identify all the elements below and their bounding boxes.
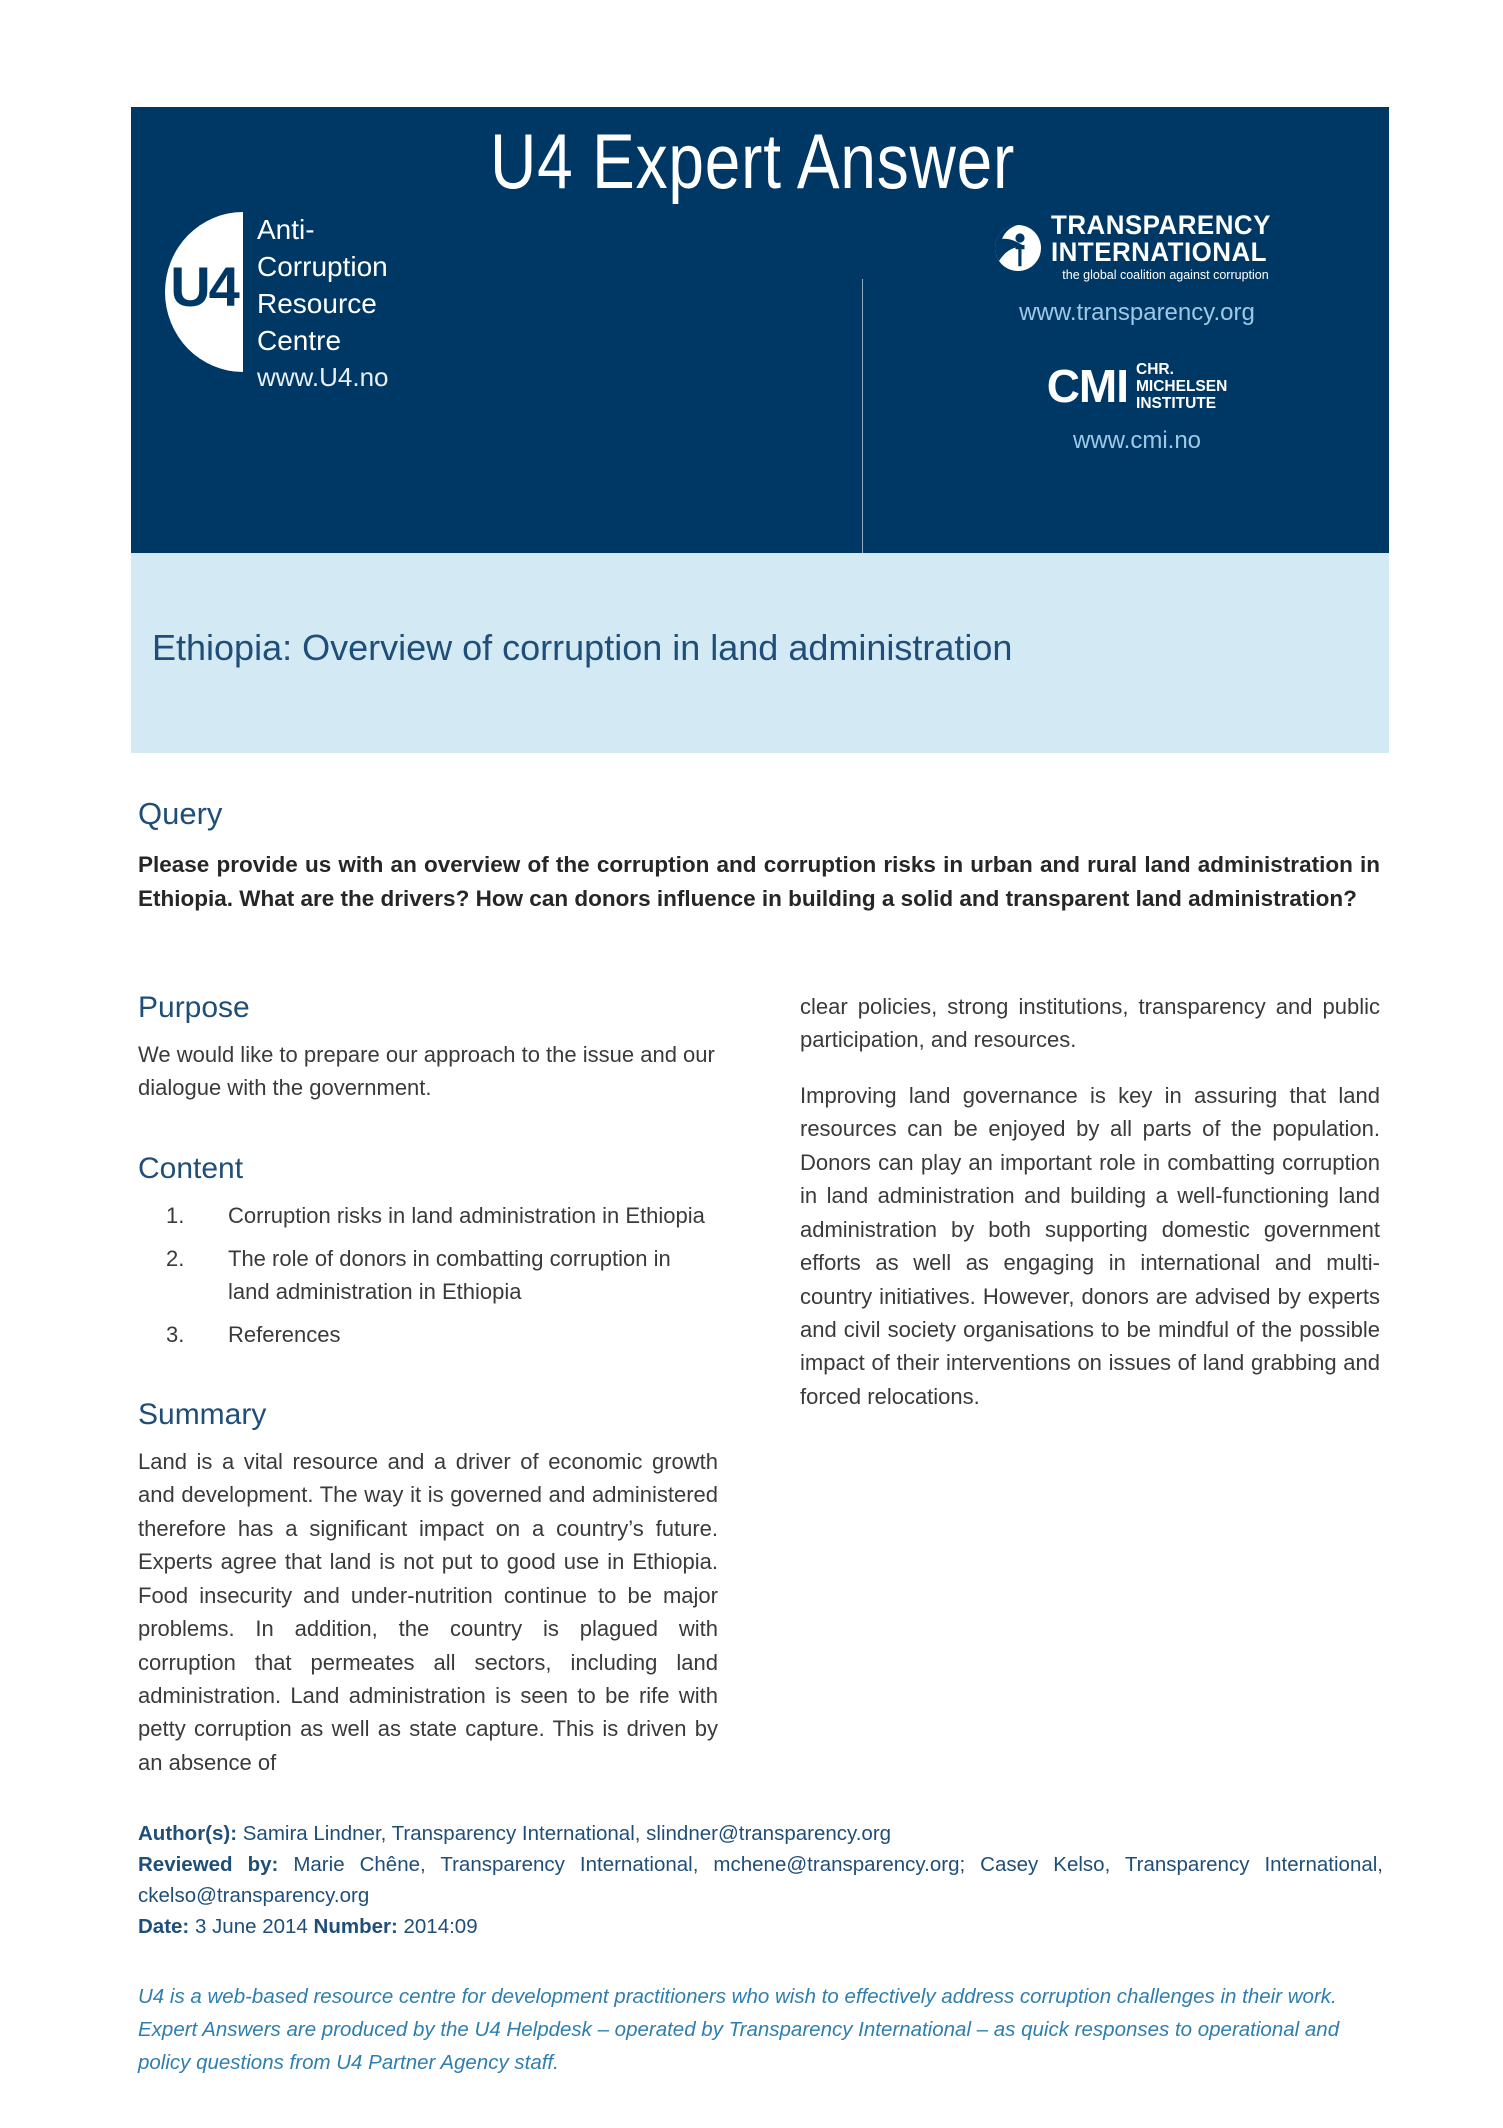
- transparency-international-logo: [921, 212, 1353, 285]
- footer-number-label: Number:: [313, 1915, 398, 1939]
- list-item: Corruption risks in land administration in Ethiopia: [228, 1202, 705, 1228]
- footer-credits: [138, 1818, 1383, 1943]
- summary-heading: Summary: [138, 1397, 267, 1431]
- cmi-wordmark: [1136, 361, 1227, 413]
- left-column: [138, 990, 718, 1801]
- page-title: Ethiopia: Overview of corruption in land administration: [152, 627, 1013, 668]
- footer-reviewed-value: Marie Chêne, Transparency International, mchene@transparency.org; Casey Kelso, Transparency International, ckelso@transparency.org: [138, 1853, 1383, 1908]
- footer-reviewed-label: Reviewed by:: [138, 1853, 279, 1877]
- partner-logos: [921, 212, 1353, 455]
- ti-tagline: the global coalition against corruption: [1062, 268, 1269, 282]
- footer-date-value: 3 June 2014: [189, 1915, 314, 1939]
- masthead-title: U4 Expert Answer: [490, 117, 1016, 205]
- footer-number-value: 2014:09: [397, 1915, 478, 1939]
- query-heading: Query: [138, 796, 223, 831]
- footer-date-number: [138, 1911, 1383, 1942]
- cmi-acronym: CMI: [1046, 359, 1129, 412]
- ti-wordmark: [1051, 212, 1280, 285]
- right-column: [800, 990, 1380, 1435]
- content-list: [138, 1199, 718, 1351]
- summary-paragraph-right-2: Improving land governance is key in assuring that land resources can be enjoyed by all parts of the population. Donors can play an important role in combatting corruption in land administration and building a well-functioning land administration by both supporting domestic government efforts as well as engaging in international and multi-country initiatives. However, donors are advised by experts and civil society organisations to be mindful of the possible impact of their interventions on issues of land grabbing and forced relocations.: [800, 1082, 1380, 1409]
- u4-logo-mark-icon: [165, 212, 243, 372]
- u4-logo-url: www.U4.no: [257, 361, 389, 392]
- cmi-name-line-3: INSTITUTE: [1136, 395, 1217, 413]
- cmi-name-line-1: CHR.: [1136, 360, 1174, 378]
- footer-reviewed: [138, 1849, 1383, 1911]
- list-item: The role of donors in combatting corruption in land administration in Ethiopia: [228, 1245, 671, 1304]
- summary-paragraph-left: Land is a vital resource and a driver of economic growth and development. The way it is governed and administered therefore has a significant impact on a country’s future. Experts agree that land is not put to good use in Ethiopia. Food insecurity and under-nutrition continue to be major problems. In addition, the country is plagued with corruption that permeates all sectors, including land administration. Land administration is seen to be rife with petty corruption as well as state capture. This is driven by an absence of: [138, 1448, 718, 1775]
- purpose-heading: Purpose: [138, 991, 250, 1024]
- u4-logo: [165, 212, 389, 394]
- transparency-url[interactable]: www.transparency.org: [1019, 298, 1255, 326]
- u4-logo-line-3: Resource: [257, 287, 377, 319]
- summary-paragraph-right-1: clear policies, strong institutions, transparency and public participation, and resources.: [800, 994, 1380, 1053]
- cmi-logo: [921, 361, 1353, 413]
- purpose-text: We would like to prepare our approach to the issue and our dialogue with the government.: [138, 1042, 715, 1101]
- footer-authors-label: Author(s):: [138, 1822, 238, 1845]
- document-title-banner: [131, 553, 1389, 753]
- footer-authors-value: Samira Lindner, Transparency International, slindner@transparency.org: [237, 1822, 892, 1845]
- content-heading: Content: [138, 1151, 244, 1185]
- body-columns: [138, 990, 1383, 1780]
- u4-logo-wordmark: [257, 212, 389, 394]
- u4-logo-line-1: Anti-: [257, 214, 315, 245]
- u4-logo-line-2: Corruption: [257, 250, 388, 282]
- cmi-name-line-2: MICHELSEN: [1136, 378, 1228, 396]
- footer-authors: [138, 1818, 1383, 1849]
- u4-logo-line-4: Centre: [257, 324, 342, 356]
- masthead-banner: [131, 107, 1389, 553]
- cmi-url[interactable]: www.cmi.no: [1072, 426, 1202, 454]
- query-section: [138, 795, 1383, 916]
- footer-date-label: Date:: [138, 1915, 190, 1939]
- list-item: References: [228, 1321, 341, 1347]
- u4-logo-mark-text: U4: [170, 255, 238, 318]
- ti-name-line-1: TRANSPARENCY: [1050, 210, 1271, 240]
- masthead-vertical-divider: [862, 279, 863, 553]
- footer-disclaimer: U4 is a web-based resource centre for development practitioners who wish to effectively address corruption challenges in their work. Expert Answers are produced by the U4 Helpdesk – operated by Transparency International – as quick responses to operational and policy questions from U4 Partner Agency staff.: [138, 1985, 1340, 2075]
- query-text: Please provide us with an overview of the corruption and corruption risks in urban and rural land administration in Ethiopia. What are the drivers? How can donors influence in building a solid and transparent land administration?: [138, 852, 1380, 911]
- ti-name-line-2: INTERNATIONAL: [1050, 237, 1267, 267]
- ti-globe-person-icon: [994, 224, 1042, 272]
